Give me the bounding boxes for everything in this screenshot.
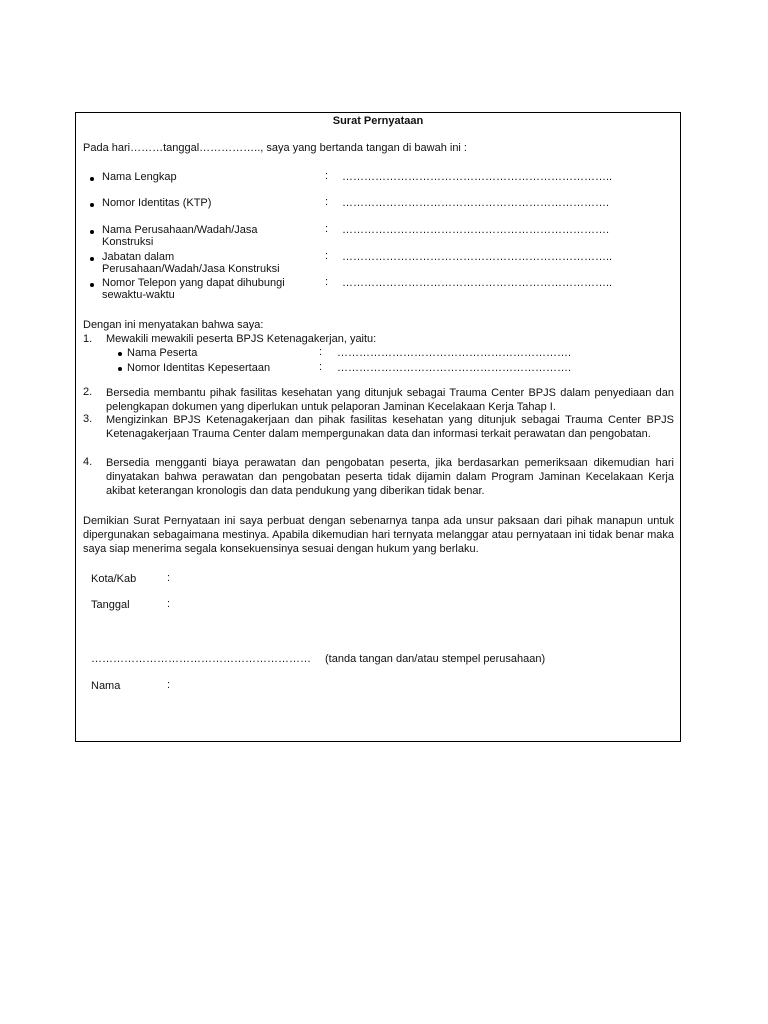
sub-field-label-nama-peserta: Nama Peserta bbox=[127, 347, 198, 359]
field-colon: : bbox=[325, 276, 329, 288]
item-text: Mengizinkan BPJS Ketenagakerjaan dan pihak fasilitas kesehatan yang ditunjuk sebagai Trauma Center BPJS Ketenagakerjaan Trauma Center dalam mempergunakan data dan informasi terkait perawatan dan pengobatan. bbox=[106, 414, 674, 440]
bullet-icon bbox=[118, 367, 122, 371]
field-colon: : bbox=[325, 170, 329, 182]
nama-label: Nama bbox=[91, 680, 121, 692]
field-colon: : bbox=[319, 346, 323, 358]
item-text: Mewakili mewakili peserta BPJS Ketenagakerjan, yaitu: bbox=[106, 333, 377, 345]
opening-line: Pada hari………tanggal…………….., saya yang bertanda tangan di bawah ini : bbox=[83, 142, 467, 154]
field-colon: : bbox=[319, 361, 323, 373]
item-number: 4. bbox=[83, 456, 93, 468]
field-label-nama-lengkap: Nama Lengkap bbox=[102, 171, 177, 183]
field-colon: : bbox=[325, 196, 329, 208]
document-title: Surat Pernyataan bbox=[332, 115, 424, 127]
field-label-jabatan-cont: Perusahaan/Wadah/Jasa Konstruksi bbox=[102, 263, 280, 275]
item-number: 3. bbox=[83, 413, 93, 425]
signature-line[interactable]: …………………………………………………… bbox=[91, 653, 311, 665]
field-label-nama-perusahaan: Nama Perusahaan/Wadah/Jasa bbox=[102, 224, 258, 236]
sub-field-value-nama-peserta[interactable]: ………………………………………………………. bbox=[337, 347, 572, 359]
bullet-icon bbox=[90, 203, 94, 207]
sub-field-value-nomor-kepesertaan[interactable]: ………………………………………………………. bbox=[337, 362, 572, 374]
field-label-nomor-telepon: Nomor Telepon yang dapat dihubungi bbox=[102, 277, 285, 289]
statement-form bbox=[75, 112, 681, 742]
statement-intro: Dengan ini menyatakan bahwa saya: bbox=[83, 319, 264, 331]
field-label-jabatan: Jabatan dalam bbox=[102, 251, 175, 263]
bullet-icon bbox=[90, 230, 94, 234]
sub-field-label-nomor-kepesertaan: Nomor Identitas Kepesertaan bbox=[127, 362, 271, 374]
closing-paragraph: Demikian Surat Pernyataan ini saya perbuat dengan sebenarnya tanpa ada unsur paksaan dari pihak manapun untuk dipergunakan sebagaimana mestinya. Apabila dikemudian hari ternyata melanggar atau pernyataan ini tidak benar maka saya siap menerima segala konsekuensinya sesuai dengan hukum yang berlaku. bbox=[83, 515, 674, 555]
field-colon: : bbox=[167, 679, 171, 691]
field-colon: : bbox=[325, 223, 329, 235]
field-label-nama-perusahaan-cont: Konstruksi bbox=[102, 236, 154, 248]
field-label-nomor-identitas: Nomor Identitas (KTP) bbox=[102, 197, 212, 209]
bullet-icon bbox=[90, 283, 94, 287]
bullet-icon bbox=[90, 177, 94, 181]
field-value-jabatan[interactable]: ……………………………………………………………….. bbox=[342, 251, 613, 263]
field-label-nomor-telepon-cont: sewaktu-waktu bbox=[102, 289, 175, 301]
field-colon: : bbox=[167, 598, 171, 610]
signature-note: (tanda tangan dan/atau stempel perusahaan) bbox=[325, 653, 546, 665]
kota-label: Kota/Kab bbox=[91, 573, 137, 585]
field-colon: : bbox=[325, 250, 329, 262]
bullet-icon bbox=[90, 257, 94, 261]
item-text: Bersedia mengganti biaya perawatan dan pengobatan peserta, jika berdasarkan pemeriksaan dikemudian hari dinyatakan bahwa perawatan dan pengobatan peserta tidak dijamin dalam Program Jaminan Kecelakaan Kerja akibat keterangan kronologis dan data pendukung yang diberikan tidak benar. bbox=[106, 457, 674, 497]
field-value-nomor-telepon[interactable]: ……………………………………………………………….. bbox=[342, 277, 613, 289]
item-number: 1. bbox=[83, 333, 93, 345]
field-value-nama-perusahaan[interactable]: ………………………………………………………………. bbox=[342, 224, 610, 236]
tanggal-label: Tanggal bbox=[91, 599, 130, 611]
item-number: 2. bbox=[83, 386, 93, 398]
field-colon: : bbox=[167, 572, 171, 584]
field-value-nama-lengkap[interactable]: ……………………………………………………………….. bbox=[342, 171, 613, 183]
bullet-icon bbox=[118, 352, 122, 356]
field-value-nomor-identitas[interactable]: ………………………………………………………………. bbox=[342, 197, 610, 209]
item-text: Bersedia membantu pihak fasilitas kesehatan yang ditunjuk sebagai Trauma Center BPJS dalam penyediaan dan pelengkapan dokumen yang diperlukan untuk pelaporan Jaminan Kecelakaan Kerja Tahap I. bbox=[106, 387, 674, 413]
